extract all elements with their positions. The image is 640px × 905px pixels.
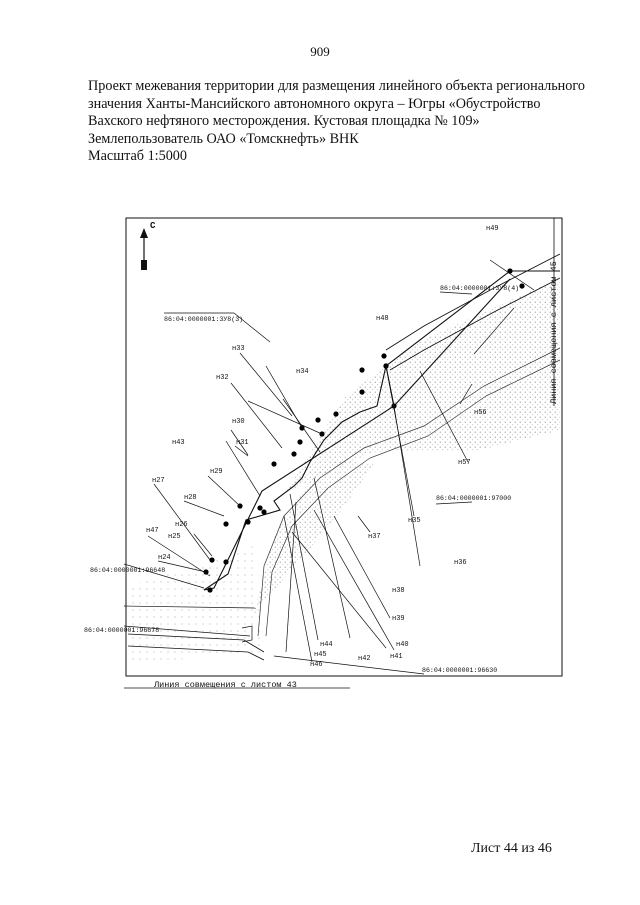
north-arrow-icon — [140, 228, 148, 238]
bottom-match-label: Линия совмещения с листом 43 — [154, 680, 297, 690]
land-user: Землепользователь ОАО «Томскнефть» ВНК — [88, 130, 359, 147]
project-title-line-1: Проект межевания территории для размещения линейного объекта регионального — [88, 78, 585, 94]
survey-map-drawing — [84, 216, 564, 694]
point-label-n43: н43 — [172, 439, 185, 447]
sheet-counter: Лист 44 из 46 — [471, 841, 552, 856]
cadastral-label-3U8-3: 86:04:0000001:3У8(3) — [164, 316, 244, 323]
cadastral-label-96630: 86:04:0000001:96630 — [422, 667, 498, 674]
point-label-n29: н29 — [210, 468, 223, 476]
cadastral-label-96678: 86:04:0000001:96678 — [84, 627, 160, 634]
point-label-n32: н32 — [216, 374, 229, 382]
point-label-n38: н38 — [392, 587, 405, 595]
document-header — [88, 78, 588, 166]
survey-map — [84, 216, 564, 694]
cadastral-label-3U8-4: 86:04:0000001:3У8(4) — [440, 285, 520, 292]
point-label-n30: н30 — [232, 418, 245, 426]
project-title-line-2: значения Ханты-Мансийского автономного округа – Югры «Обустройство — [88, 95, 541, 112]
point-label-n39: н39 — [392, 615, 405, 623]
point-label-n57: н57 — [458, 459, 471, 467]
point-label-n33: н33 — [232, 345, 245, 353]
point-label-n24: н24 — [158, 554, 171, 562]
point-label-n48: н48 — [376, 315, 389, 323]
point-label-n31: н31 — [236, 439, 249, 447]
dotted-area-west — [128, 546, 264, 664]
point-label-n25: н25 — [168, 533, 181, 541]
point-label-n46: н46 — [310, 661, 323, 669]
north-arrow — [140, 221, 156, 270]
point-label-n36: н36 — [454, 559, 467, 567]
project-title-line-3: Вахского нефтяного месторождения. Кустовая площадка № 109» — [88, 113, 480, 130]
point-label-n44: н44 — [320, 641, 333, 649]
point-label-n35: н35 — [408, 517, 421, 525]
point-label-n34: н34 — [296, 368, 309, 376]
point-label-n28: н28 — [184, 494, 197, 502]
point-label-n56: н56 — [474, 409, 487, 417]
point-label-n26: н26 — [175, 521, 188, 529]
page-number: 909 — [310, 44, 330, 59]
map-scale: Масштаб 1:5000 — [88, 148, 187, 165]
point-label-n40: н40 — [396, 641, 409, 649]
north-label: С — [150, 221, 156, 231]
point-label-n47: н47 — [146, 527, 159, 535]
point-label-n49: н49 — [486, 225, 499, 233]
point-label-n37: н37 — [368, 533, 381, 541]
point-label-n45: н45 — [314, 651, 327, 659]
cadastral-label-97000: 86:04:0000001:97000 — [436, 495, 512, 502]
dotted-area-corridor — [254, 460, 374, 614]
point-label-n41: н41 — [390, 653, 403, 661]
point-label-n27: н27 — [152, 477, 165, 485]
right-match-label: Линия совмещения с листом 45 — [549, 261, 559, 404]
point-label-n42: н42 — [358, 655, 371, 663]
dotted-area-pad — [286, 278, 560, 492]
cadastral-label-96648: 86:04:0000001:96648 — [90, 567, 166, 574]
